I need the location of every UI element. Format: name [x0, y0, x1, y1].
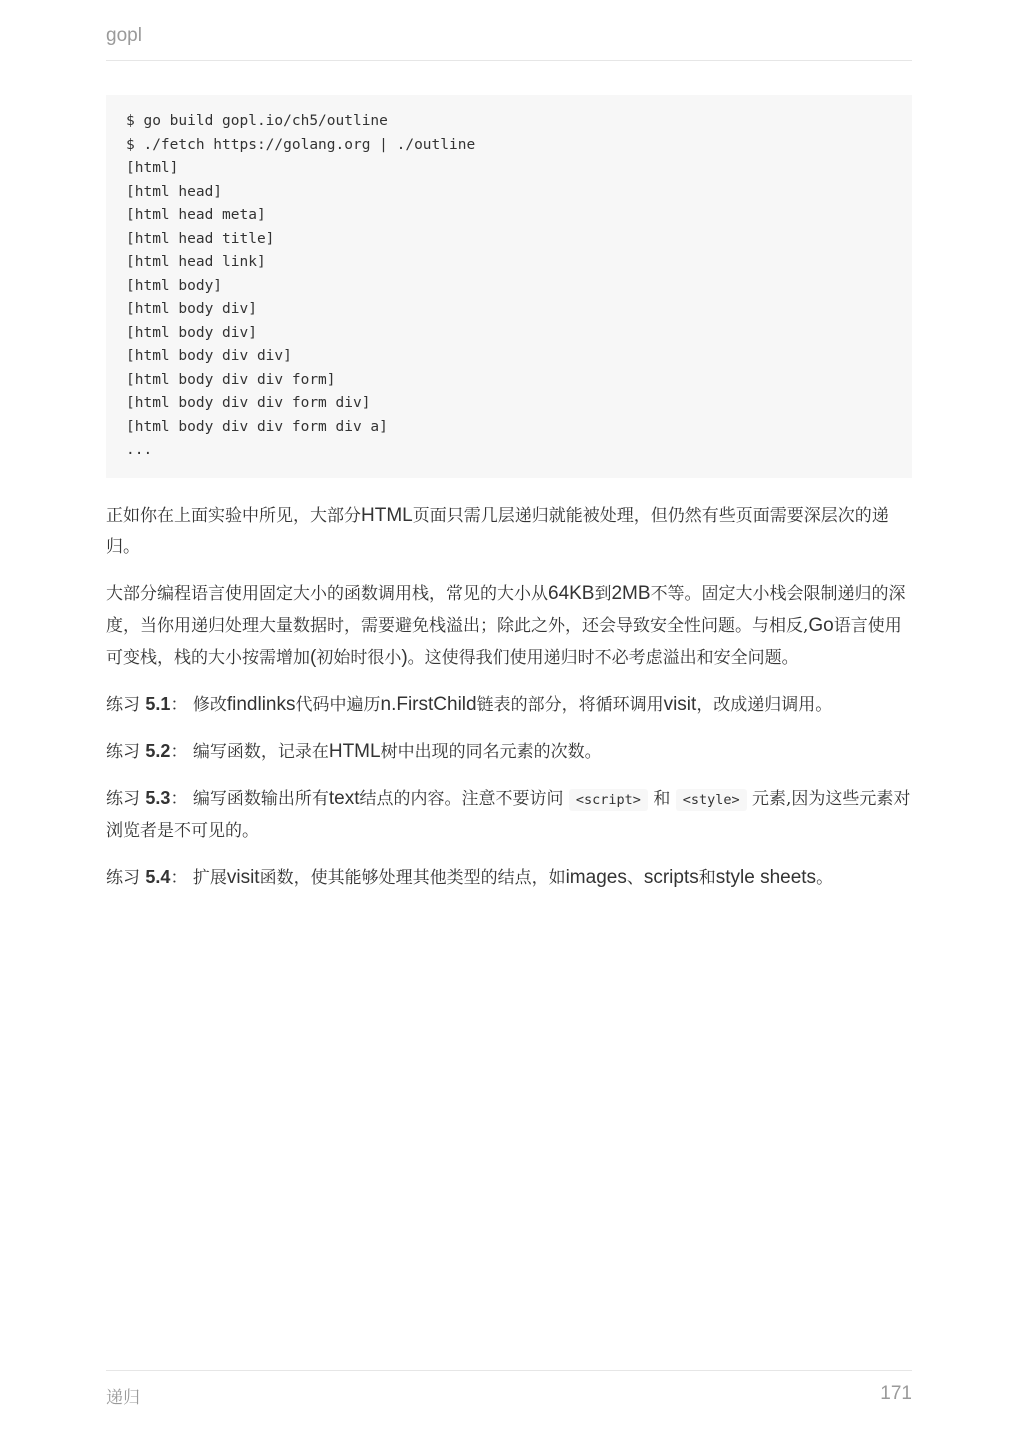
code-line: [html body div div form div]: [126, 395, 371, 411]
code-line: [html head]: [126, 183, 223, 200]
exercise-number: 5.2: [145, 741, 171, 761]
paragraph-stack-size: 大部分编程语言使用固定大小的函数调用栈，常见的大小从64KB到2MB不等。固定大小栈会限制递归的深度，当你用递归处理大量数据时，需要避免栈溢出；除此之外，还会导致安全性问题。与相反,Go语言使用可变栈，栈的大小按需增加(初始时很小)。这使得我们使用递归时不必考虑溢出和安全问题。: [106, 583, 906, 668]
page-number: 171: [880, 1383, 912, 1404]
exercise-number: 5.4: [145, 867, 171, 887]
code-line: [html body div div]: [126, 348, 292, 364]
code-line: [html body div div form div a]: [126, 418, 388, 435]
code-line: ...: [126, 442, 153, 458]
page-footer: [106, 1370, 912, 1411]
chapter-section-label: 递归: [106, 1388, 140, 1408]
code-line: [html head link]: [126, 254, 266, 270]
inline-code-style: <style>: [676, 789, 747, 811]
code-line: $ go build gopl.io/ch5/outline: [126, 113, 388, 129]
exercise-number: 5.1: [145, 694, 171, 714]
exercise-5-2: 练习 5.2： 编写函数，记录在HTML树中出现的同名元素的次数。: [106, 741, 602, 762]
code-line: [html head meta]: [126, 207, 266, 223]
exercise-5-3: 练习 5.3： 编写函数输出所有text结点的内容。注意不要访问 <script> 和 <style> 元素,因为这些元素对浏览者是不可见的。: [106, 788, 911, 841]
code-line: [html body div]: [126, 301, 257, 317]
code-line: [html body div]: [126, 324, 257, 341]
exercise-number: 5.3: [145, 788, 171, 808]
paragraph-recursion-depth: 正如你在上面实验中所见，大部分HTML页面只需几层递归就能被处理，但仍然有些页面需要深层次的递归。: [106, 505, 889, 557]
code-line: [html]: [126, 160, 179, 176]
main-content: [106, 500, 912, 909]
code-line: [html body]: [126, 277, 223, 294]
code-line: [html body div div form]: [126, 371, 336, 388]
exercise-5-4: 练习 5.4： 扩展visit函数，使其能够处理其他类型的结点，如images、scripts和style sheets。: [106, 867, 834, 888]
inline-code-script: <script>: [569, 789, 648, 811]
code-line: $ ./fetch https://golang.org | ./outline: [126, 136, 476, 153]
exercise-5-1: 练习 5.1： 修改findlinks代码中遍历n.FirstChild链表的部分，将循环调用visit，改成递归调用。: [106, 694, 833, 715]
book-title: gopl: [106, 25, 142, 46]
page-header: [106, 24, 912, 61]
code-block: [106, 95, 912, 478]
code-line: [html head title]: [126, 230, 275, 247]
